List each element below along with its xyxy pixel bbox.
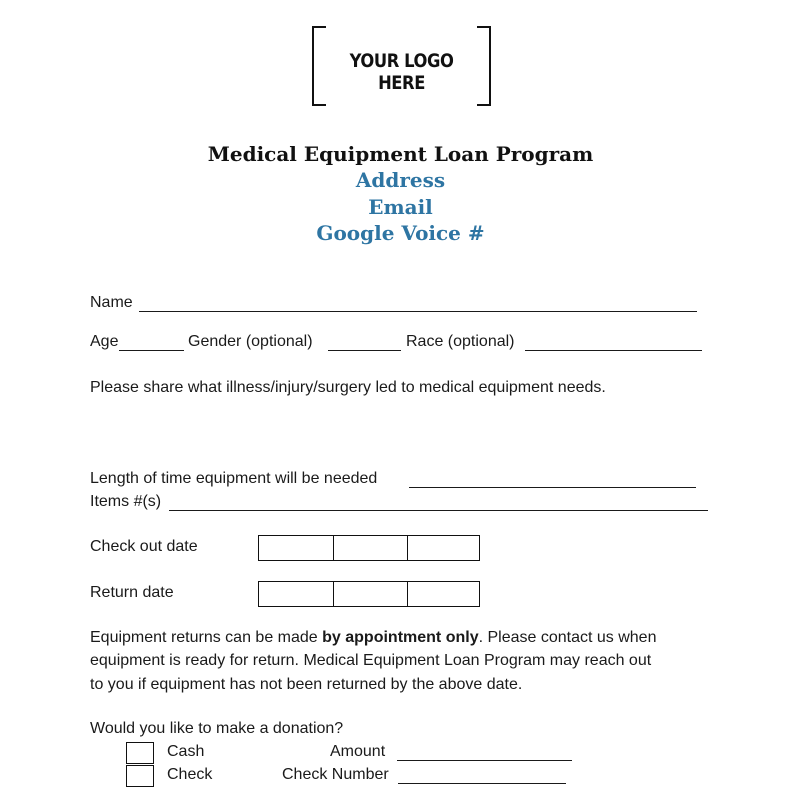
checkout-day-box[interactable] xyxy=(333,536,408,560)
email-line: Email xyxy=(368,195,433,219)
gender-label: Gender (optional) xyxy=(188,333,313,350)
return-date-boxes xyxy=(258,581,480,607)
items-label: Items #(s) xyxy=(90,493,162,510)
returns-note-pre: Equipment returns can be made xyxy=(90,629,323,646)
program-title: Medical Equipment Loan Program xyxy=(207,142,594,166)
name-field[interactable] xyxy=(139,311,697,312)
age-field[interactable] xyxy=(119,350,184,351)
age-label: Age xyxy=(90,333,119,350)
logo-placeholder xyxy=(312,26,491,104)
race-label: Race (optional) xyxy=(406,333,515,350)
checkout-date-boxes xyxy=(258,535,480,561)
address-line: Address xyxy=(355,168,446,192)
google-voice-line: Google Voice # xyxy=(316,221,485,245)
amount-label: Amount xyxy=(330,743,386,760)
gender-field[interactable] xyxy=(328,350,401,351)
check-number-label: Check Number xyxy=(282,766,389,783)
return-year-box[interactable] xyxy=(407,582,479,606)
logo-text: YOUR LOGO HERE xyxy=(349,50,454,94)
return-month-box[interactable] xyxy=(259,582,334,606)
returns-note-line2: equipment is ready for return. Medical Equipment Loan Program may reach out xyxy=(90,652,652,669)
donation-question: Would you like to make a donation? xyxy=(90,720,344,737)
amount-field[interactable] xyxy=(397,760,572,761)
checkout-month-box[interactable] xyxy=(259,536,334,560)
returns-note-line1 xyxy=(90,629,656,647)
cash-label: Cash xyxy=(167,743,205,760)
illness-prompt: Please share what illness/injury/surgery led to medical equipment needs. xyxy=(90,379,606,396)
check-checkbox[interactable] xyxy=(126,765,154,787)
checkout-date-label: Check out date xyxy=(90,538,198,555)
returns-note-post: . Please contact us when xyxy=(478,629,657,646)
cash-checkbox[interactable] xyxy=(126,742,154,764)
logo-bracket-right xyxy=(477,26,491,106)
check-number-field[interactable] xyxy=(398,783,566,784)
returns-note-line3: to you if equipment has not been returned by the above date. xyxy=(90,676,523,693)
name-label: Name xyxy=(90,294,133,311)
items-field[interactable] xyxy=(169,510,708,511)
return-date-label: Return date xyxy=(90,584,174,601)
check-label: Check xyxy=(167,766,213,783)
race-field[interactable] xyxy=(525,350,702,351)
returns-note-bold: by appointment only xyxy=(322,629,479,646)
checkout-year-box[interactable] xyxy=(407,536,479,560)
illness-answer-area[interactable] xyxy=(90,402,710,462)
return-day-box[interactable] xyxy=(333,582,408,606)
length-label: Length of time equipment will be needed xyxy=(90,470,378,487)
length-field[interactable] xyxy=(409,487,696,488)
